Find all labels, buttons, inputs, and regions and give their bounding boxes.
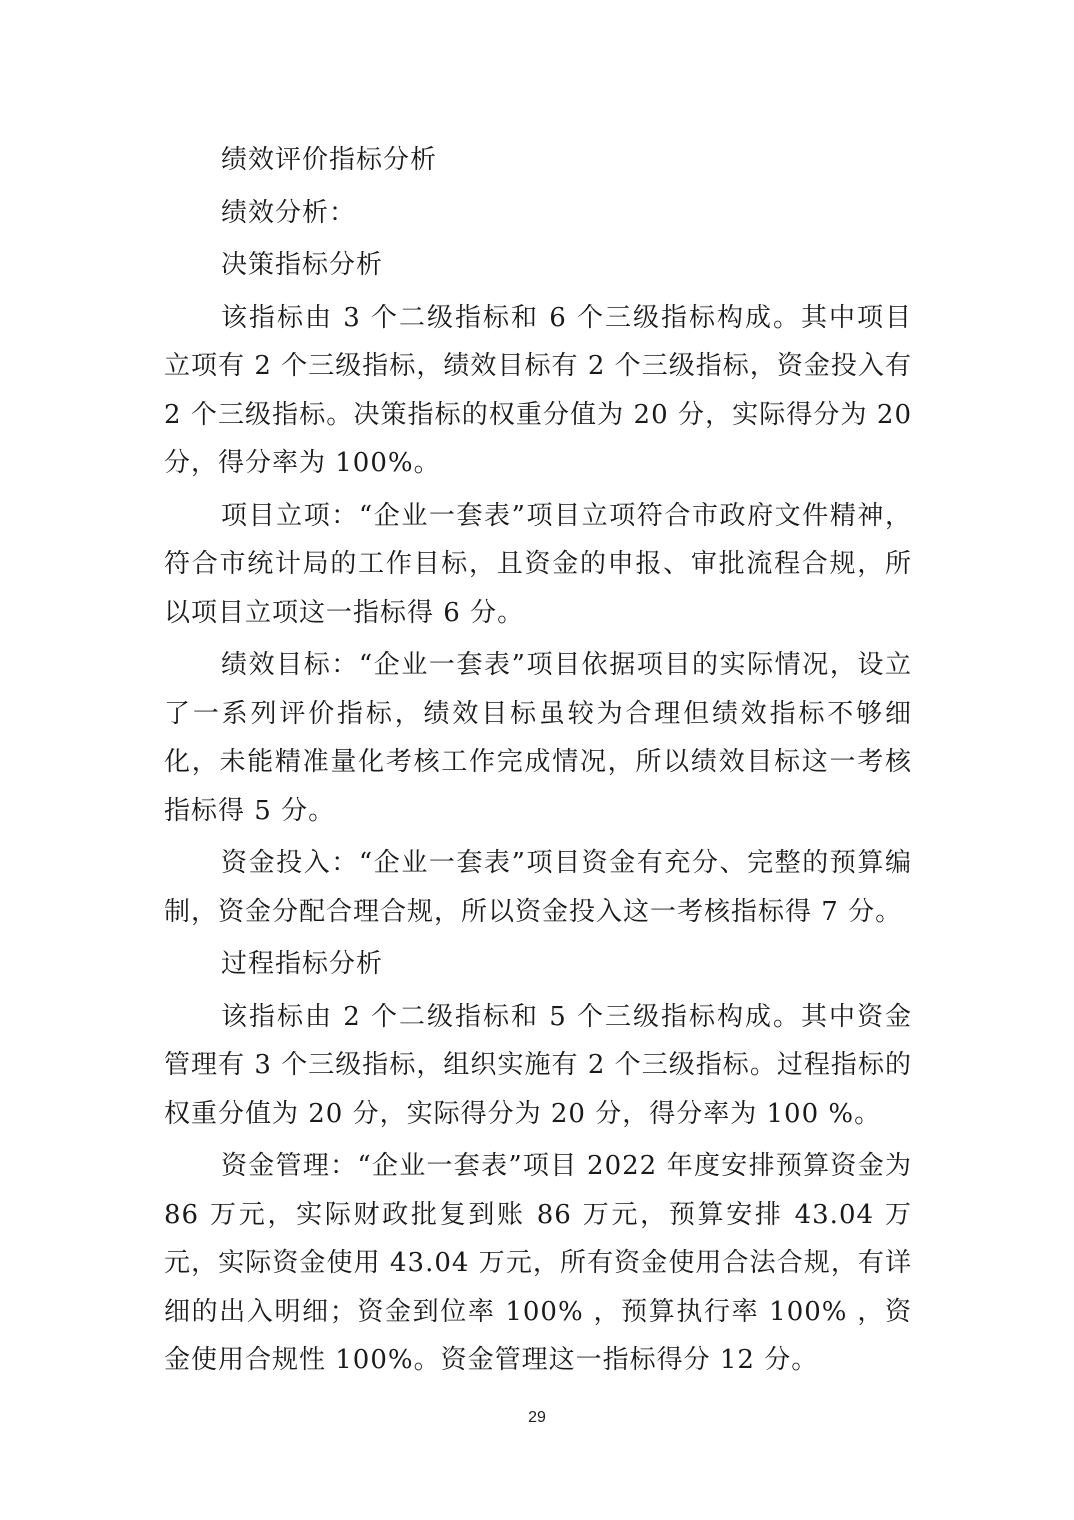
paragraph-process-overview: 该指标由 2 个二级指标和 5 个三级指标构成。其中资金管理有 3 个三级指标，组织实施有 2 个三级指标。过程指标的权重分值为 20 分，实际得分为 20 分，得分率为 100 %。 xyxy=(164,1001,912,1129)
paragraph-performance-goals: 绩效目标：“企业一套表”项目依据项目的实际情况，设立了一系列评价指标，绩效目标虽较为合理但绩效指标不够细化，未能精准量化考核工作完成情况，所以绩效目标这一考核指标得 5 分。 xyxy=(164,650,912,826)
paragraph-decision-overview: 该指标由 3 个二级指标和 6 个三级指标构成。其中项目立项有 2 个三级指标，绩效目标有 2 个三级指标，资金投入有 2 个三级指标。决策指标的权重分值为 20 分，实际得分为 20 分，得分率为 100%。 xyxy=(164,302,912,478)
paragraph-funds-management: 资金管理：“企业一套表”项目 2022 年度安排预算资金为 86 万元，实际财政批复到账 86 万元，预算安排 43.04 万元，实际资金使用 43.04 万元，所有资金使用合法合规，有详细的出入明细；资金到位率 100% ，预算执行率 100% ，资金使用合规性 100%。资金管理这一指标得分 12 分。 xyxy=(164,1151,912,1375)
paragraph-project-approval: 项目立项：“企业一套表”项目立项符合市政府文件精神，符合市统计局的工作目标，且资金的申报、审批流程合规，所以项目立项这一指标得 6 分。 xyxy=(164,500,912,628)
section-heading-performance-evaluation: 绩效评价指标分析 xyxy=(221,145,438,175)
document-body xyxy=(164,136,912,1385)
section-heading-process-indicators: 过程指标分析 xyxy=(221,949,384,979)
section-heading-performance-analysis: 绩效分析： xyxy=(221,197,357,228)
paragraph-funding-input: 资金投入：“企业一套表”项目资金有充分、完整的预算编制，资金分配合理合规，所以资金投入这一考核指标得 7 分。 xyxy=(164,848,912,927)
page-number: 29 xyxy=(528,1409,546,1426)
section-heading-decision-indicators: 决策指标分析 xyxy=(221,250,384,280)
